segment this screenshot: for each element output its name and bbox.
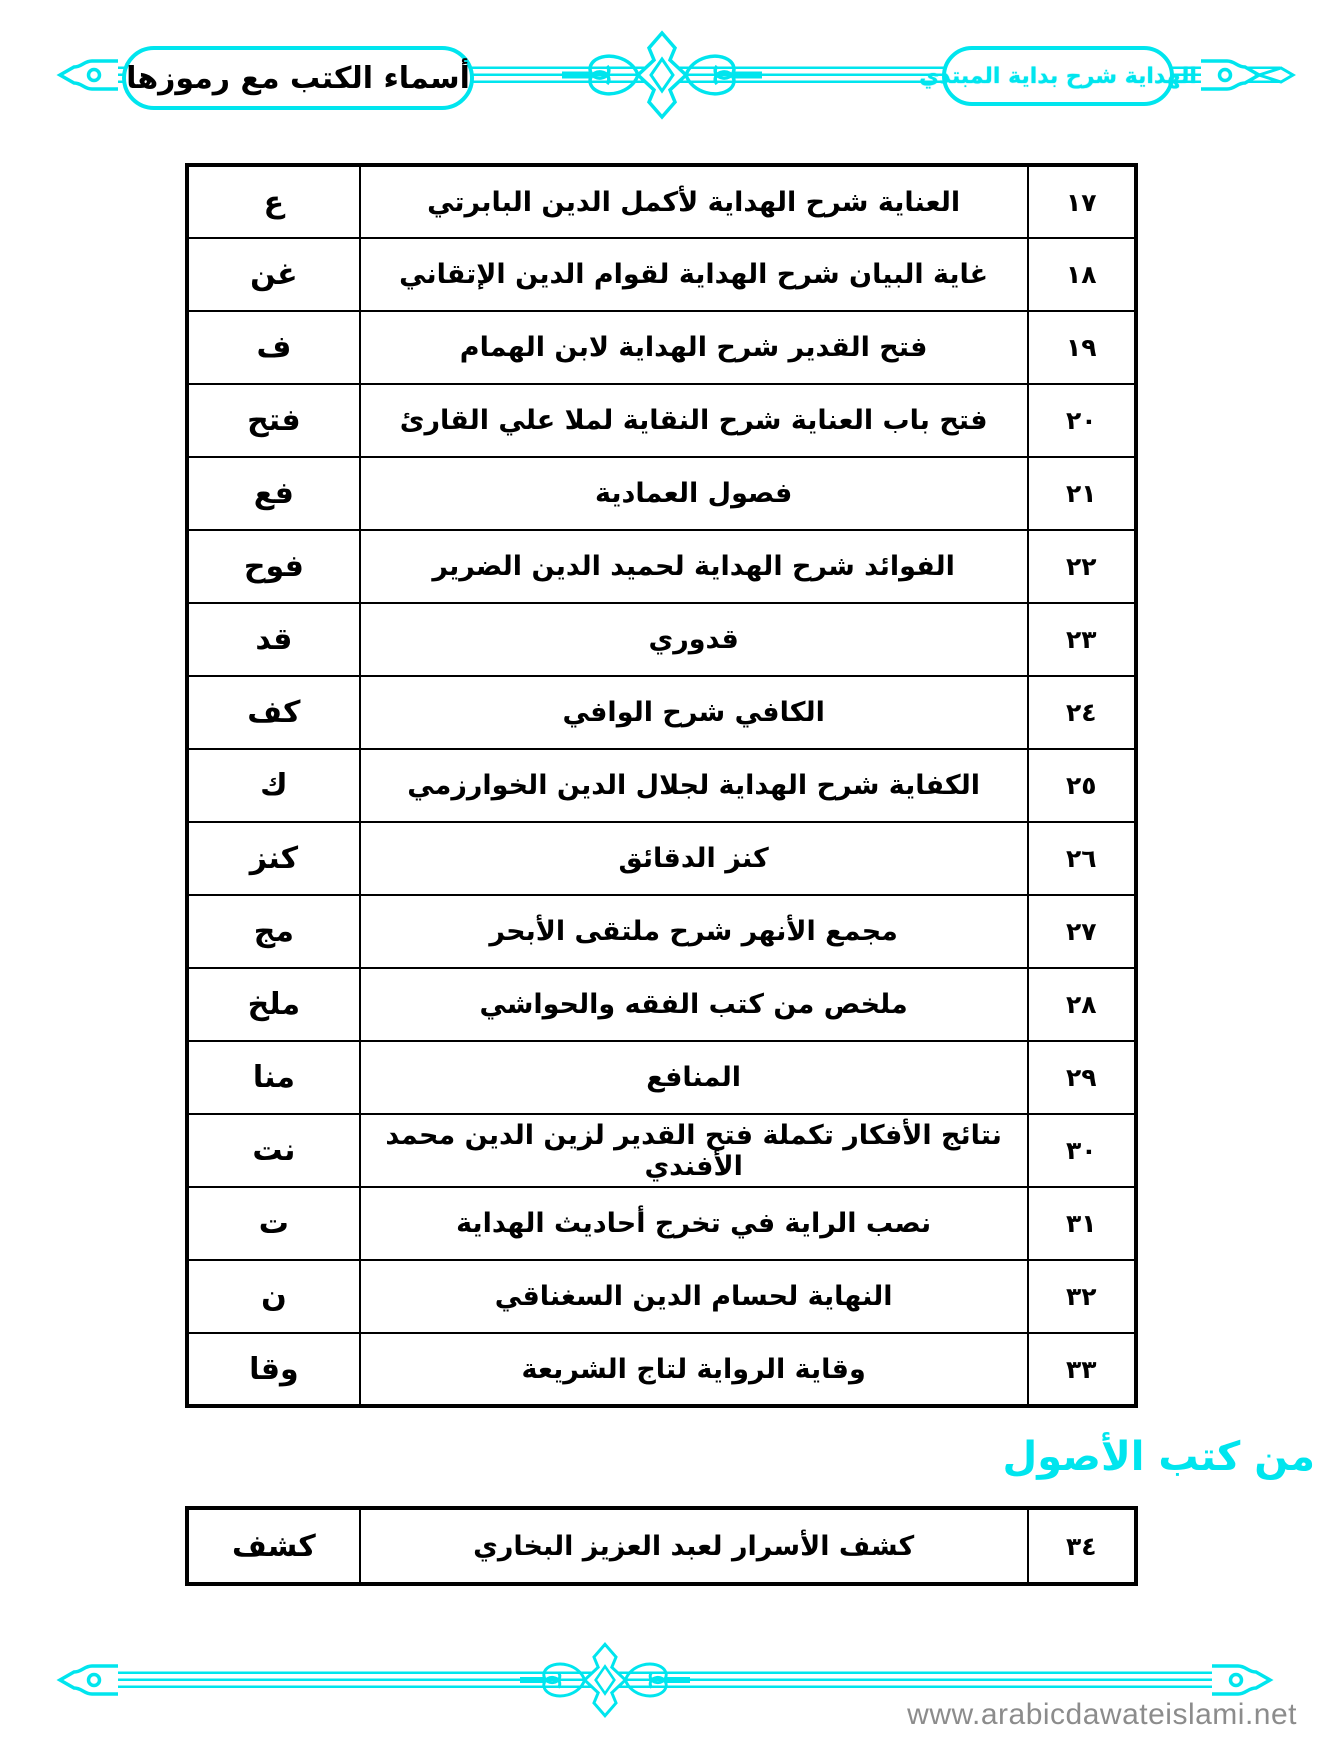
row-number-cell: ١٧ [1028, 165, 1136, 238]
book-title-cell: فصول العمادية [360, 457, 1028, 530]
book-title-cell: نصب الراية في تخرج أحاديث الهداية [360, 1187, 1028, 1260]
table-row [187, 1260, 1136, 1333]
table-row [187, 895, 1136, 968]
header-left-finial-icon [60, 61, 118, 89]
book-symbol-cell: ع [187, 165, 360, 238]
table-row [187, 1508, 1136, 1584]
book-title-cell: الكافي شرح الوافي [360, 676, 1028, 749]
table-row [187, 238, 1136, 311]
section-heading: من كتب الأصول [1002, 1434, 1315, 1480]
books-symbols-table [185, 163, 1138, 1408]
row-number-cell: ١٨ [1028, 238, 1136, 311]
row-number-cell: ٣٤ [1028, 1508, 1136, 1584]
book-symbol-cell: غن [187, 238, 360, 311]
book-symbol-cell: ت [187, 1187, 360, 1260]
book-symbol-cell: مج [187, 895, 360, 968]
row-number-cell: ٢٠ [1028, 384, 1136, 457]
book-title-cell: الفوائد شرح الهداية لحميد الدين الضرير [360, 530, 1028, 603]
row-number-cell: ٢١ [1028, 457, 1136, 530]
book-symbol-cell: ف [187, 311, 360, 384]
row-number-cell: ٣١ [1028, 1187, 1136, 1260]
book-title-cell: مجمع الأنهر شرح ملتقى الأبحر [360, 895, 1028, 968]
row-number-cell: ٢٧ [1028, 895, 1136, 968]
book-symbol-cell: قد [187, 603, 360, 676]
page-title-badge [122, 46, 474, 110]
footer-center-ornament-icon [520, 1644, 690, 1715]
book-symbol-cell: منا [187, 1041, 360, 1114]
book-symbol-cell: ملخ [187, 968, 360, 1041]
book-title-text: الهداية شرح بداية المبتدي [919, 63, 1197, 89]
row-number-cell: ١٩ [1028, 311, 1136, 384]
book-symbol-cell: وقا [187, 1333, 360, 1406]
book-title-cell: كنز الدقائق [360, 822, 1028, 895]
book-title-cell: العناية شرح الهداية لأكمل الدين البابرتي [360, 165, 1028, 238]
book-title-cell: نتائج الأفكار تكملة فتح القدير لزين الدين محمد الأفندي [360, 1114, 1028, 1187]
table-row [187, 1333, 1136, 1406]
table-row [187, 530, 1136, 603]
usul-books-table [185, 1506, 1138, 1586]
book-title-cell: الكفاية شرح الهداية لجلال الدين الخوارزمي [360, 749, 1028, 822]
table-row [187, 603, 1136, 676]
book-symbol-cell: ن [187, 1260, 360, 1333]
book-title-cell: فتح القدير شرح الهداية لابن الهمام [360, 311, 1028, 384]
row-number-cell: ٢٦ [1028, 822, 1136, 895]
book-symbol-cell: كف [187, 676, 360, 749]
book-symbol-cell: كشف [187, 1508, 360, 1584]
table-row [187, 457, 1136, 530]
table-row [187, 1187, 1136, 1260]
book-title-cell: قدوري [360, 603, 1028, 676]
row-number-cell: ٣٠ [1028, 1114, 1136, 1187]
table-row [187, 676, 1136, 749]
book-title-cell: كشف الأسرار لعبد العزيز البخاري [360, 1508, 1028, 1584]
table-row [187, 311, 1136, 384]
table-row [187, 165, 1136, 238]
row-number-cell: ٢٢ [1028, 530, 1136, 603]
website-url: www.arabicdawateislami.net [907, 1698, 1297, 1731]
book-symbol-cell: ك [187, 749, 360, 822]
book-title-cell: المنافع [360, 1041, 1028, 1114]
table-row [187, 749, 1136, 822]
page-title-text: أسماء الكتب مع رموزها [126, 60, 470, 96]
table-row [187, 968, 1136, 1041]
book-symbol-cell: نت [187, 1114, 360, 1187]
header-center-ornament-icon [562, 33, 762, 117]
book-title-cell: وقاية الرواية لتاج الشريعة [360, 1333, 1028, 1406]
book-title-cell: فتح باب العناية شرح النقاية لملا علي القارئ [360, 384, 1028, 457]
table-row [187, 1114, 1136, 1187]
row-number-cell: ٢٣ [1028, 603, 1136, 676]
book-symbol-cell: كنز [187, 822, 360, 895]
book-title-badge [919, 46, 1197, 106]
book-symbol-cell: فع [187, 457, 360, 530]
row-number-cell: ٢٤ [1028, 676, 1136, 749]
book-symbol-cell: فوح [187, 530, 360, 603]
row-number-cell: ٢٥ [1028, 749, 1136, 822]
book-title-cell: النهاية لحسام الدين السغناقي [360, 1260, 1028, 1333]
row-number-cell: ٢٩ [1028, 1041, 1136, 1114]
footer-right-finial-icon [1212, 1666, 1270, 1694]
book-title-cell: غاية البيان شرح الهداية لقوام الدين الإتقاني [360, 238, 1028, 311]
book-symbol-cell: فتح [187, 384, 360, 457]
table-row [187, 384, 1136, 457]
row-number-cell: ٣٢ [1028, 1260, 1136, 1333]
book-title-cell: ملخص من كتب الفقه والحواشي [360, 968, 1028, 1041]
footer-left-finial-icon [60, 1666, 118, 1694]
row-number-cell: ٢٨ [1028, 968, 1136, 1041]
table-row [187, 1041, 1136, 1114]
table-row [187, 822, 1136, 895]
row-number-cell: ٣٣ [1028, 1333, 1136, 1406]
header-right-finial-icon [1201, 61, 1293, 89]
